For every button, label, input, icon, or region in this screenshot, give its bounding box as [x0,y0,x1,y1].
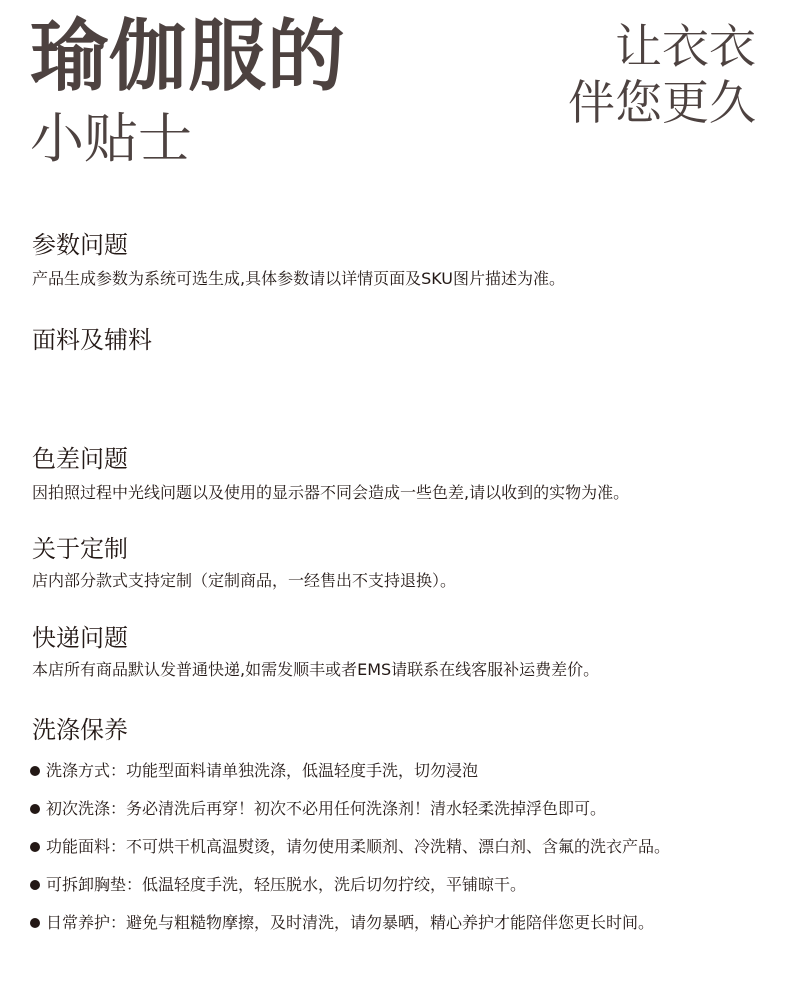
list-item-text: 日常养护：避免与粗糙物摩擦，及时清洗，请勿暴晒，精心养护才能陪伴您更长时间。 [46,913,655,932]
list-item [30,801,606,817]
list-item [30,877,526,893]
page-subtitle: 小贴士 [30,107,192,170]
list-item [30,839,670,855]
section-text: 产品生成参数为系统可选生成,具体参数请以详情页面及SKU图片描述为准。 [32,269,566,288]
bullet-icon [30,880,40,890]
list-item [30,763,478,779]
slogan-line-1: 让衣衣 [615,20,756,75]
bullet-icon [30,918,40,928]
section-title: 快递问题 [32,624,128,652]
list-item-text: 可拆卸胸垫：低温轻度手洗，轻压脱水，洗后切勿拧绞，平铺晾干。 [46,875,527,894]
section-text: 因拍照过程中光线问题以及使用的显示器不同会造成一些色差,请以收到的实物为准。 [32,483,630,502]
list-item-text: 洗涤方式：功能型面料请单独洗涤，低温轻度手洗，切勿浸泡 [46,761,479,780]
bullet-icon [30,842,40,852]
slogan-line-2: 伴您更久 [568,76,756,131]
section-title: 参数问题 [32,231,128,259]
bullet-icon [30,804,40,814]
section-title: 洗涤保养 [32,716,128,744]
list-item [30,915,654,931]
section-title: 色差问题 [32,445,128,473]
section-text: 本店所有商品默认发普通快递,如需发顺丰或者EMS请联系在线客服补运费差价。 [32,660,600,679]
section-text: 店内部分款式支持定制（定制商品，一经售出不支持退换）。 [32,571,457,590]
section-title: 面料及辅料 [32,326,152,354]
page-title: 瑜伽服的 [30,12,347,102]
list-item-text: 功能面料：不可烘干机高温熨烫，请勿使用柔顺剂、冷洗精、漂白剂、含氟的洗衣产品。 [46,837,671,856]
list-item-text: 初次洗涤：务必清洗后再穿！初次不必用任何洗涤剂！清水轻柔洗掉浮色即可。 [46,799,607,818]
bullet-icon [30,766,40,776]
section-title: 关于定制 [32,535,128,563]
